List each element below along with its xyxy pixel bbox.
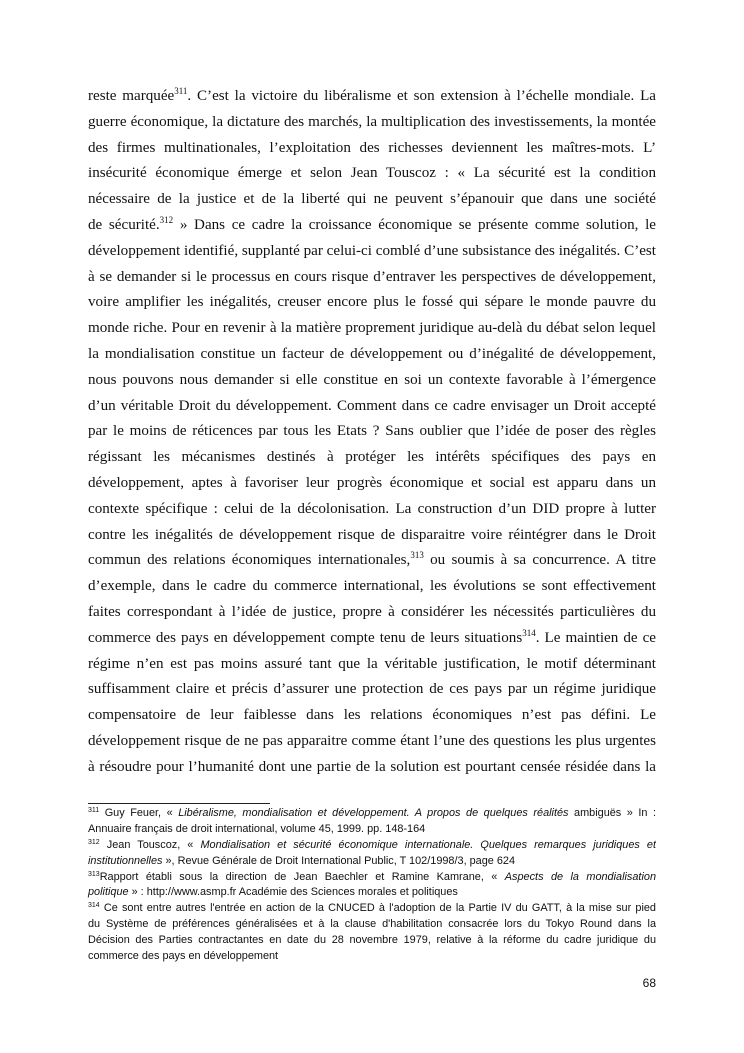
body-line: compensatoire de leur faiblesse dans les relations économiques n’est pas défini. Le — [88, 707, 656, 724]
footnote-312: $^{312}$ Jean Touscoz, « Mondialisation et sécurité économique internationale. Quelques remarques juridiques et — [88, 838, 656, 851]
body-line: d’exemple, dans le cadre du commerce international, les évolutions se sont effectivement — [88, 578, 656, 595]
body-line: d’un véritable Droit du développement. Comment dans ce cadre envisager un Droit accepté — [88, 397, 656, 414]
body-line: monde riche. Pour en revenir à la matière proprement juridique au-delà du débat selon lequel — [88, 320, 656, 337]
footnote-313-cont: politique » : http://www.asmp.fr Académie des Sciences morales et politiques — [88, 886, 458, 899]
body-line: à se demander si le processus en cours risque d’entraver les perspectives de développement, — [88, 268, 656, 285]
body-line: guerre économique, la dictature des marchés, la multiplication des investissements, la montée — [88, 113, 656, 130]
body-line: contre les inégalités de développement risque de disparaitre voire réintégrer dans le Droit — [88, 526, 656, 543]
body-line: de sécurité.$^{312}$ » Dans ce cadre la croissance économique se présente comme solution, le — [88, 214, 656, 233]
footnote-314-cont: Décision des Parties contractantes en date du 28 novembre 1979, relative à la réforme du cadre juridique du — [88, 934, 656, 947]
body-line: commerce des pays en développement compte tenu de leurs situations$^{314}$. Le maintien de ce — [88, 627, 656, 646]
footnote-ref-312[interactable]: 312 — [159, 214, 174, 225]
body-text — [88, 84, 656, 781]
page-number: 68 — [642, 976, 656, 990]
body-line: suffisamment claire et précis d’assurer une protection de ces pays par un régime juridique — [88, 681, 656, 698]
body-line: développement identifié, supplanté par celui-ci comblé d’une subsistance des inégalités. C’est — [88, 242, 656, 259]
footnote-ref-314[interactable]: 314 — [522, 627, 536, 638]
body-line: commun des relations économiques internationales,$^{313}$ ou soumis à sa concurrence. A titre — [88, 550, 656, 569]
body-line: par le moins de réticences par tous les Etats ? Sans oublier que l’idée de poser des règles — [88, 423, 656, 440]
footnote-ref-313[interactable]: 313 — [410, 550, 424, 561]
footnote-ref-311[interactable]: 311 — [174, 86, 188, 96]
body-line: faites correspondant à l’idée de justice, propre à considérer les nécessités particulières du — [88, 603, 656, 620]
footnote-311: $^{311}$ Guy Feuer, « Libéralisme, mondialisation et développement. A propos de quelques réalités ambiguës » In : — [88, 807, 656, 819]
footnote-311-cont: Annuaire français de droit international, volume 45, 1999. pp. 148-164 — [88, 822, 426, 835]
body-line: reste marquée$^{311}$. C’est la victoire du libéralisme et son extension à l’échelle mondiale. La — [88, 86, 656, 104]
body-line: insécurité économique émerge et selon Jean Touscoz : « La sécurité est la condition — [88, 165, 656, 182]
body-line: contexte spécifique : celui de la décolonisation. La construction d’un DID propre à lutter — [88, 500, 656, 517]
footnote-312-cont: institutionnelles », Revue Générale de Droit International Public, T 102/1998/3, page 624 — [88, 854, 516, 867]
body-line: développement risque de ne pas apparaitre comme étant l’une des questions les plus urgentes — [88, 732, 656, 749]
body-line: la mondialisation constitue un facteur de développement ou d’inégalité de développement, — [88, 345, 656, 362]
body-line: voire amplifier les inégalités, creuser encore plus le fossé qui sépare le monde pauvre du — [88, 294, 656, 311]
footnote-313: $^{313}$Rapport établi sous la direction de Jean Baechler et Ramine Kamrane, « Aspects de la mondialisation — [88, 870, 656, 883]
body-line: nécessaire de la justice et de la liberté qui ne peuvent s’épanouir que dans une société — [88, 191, 656, 208]
body-line: développement, aptes à favoriser leur progrès économique et social est apparu dans un — [88, 474, 656, 491]
footnote-314: $^{314}$ Ce sont entre autres l'entrée en action de la CNUCED à l'adoption de la Partie IV du GATT, à la mise sur pied — [88, 902, 656, 915]
body-line: nous pouvons nous demander si elle constitue en soi un contexte favorable à l’émergence — [88, 371, 656, 388]
footnotes — [88, 806, 656, 965]
footnote-separator — [88, 803, 270, 804]
body-line: régissant les mécanismes destinés à protéger les intérêts spécifiques des pays en — [88, 449, 656, 466]
body-line: des firmes multinationales, l’exploitation des richesses deviennent les maîtres-mots. L’ — [88, 139, 656, 156]
body-line: régime n’en est pas moins assuré tant que la véritable justification, le motif déterminant — [88, 655, 656, 672]
body-line: à résoudre pour l’humanité dont une partie de la solution est pourtant censée résidée dans la — [88, 758, 656, 775]
footnote-314-cont: du Système de préférences généralisées et à la clause d'habilitation consacrée lors du Tokyo Round dans la — [88, 918, 656, 931]
footnote-314-cont: commerce des pays en développement — [88, 950, 279, 963]
